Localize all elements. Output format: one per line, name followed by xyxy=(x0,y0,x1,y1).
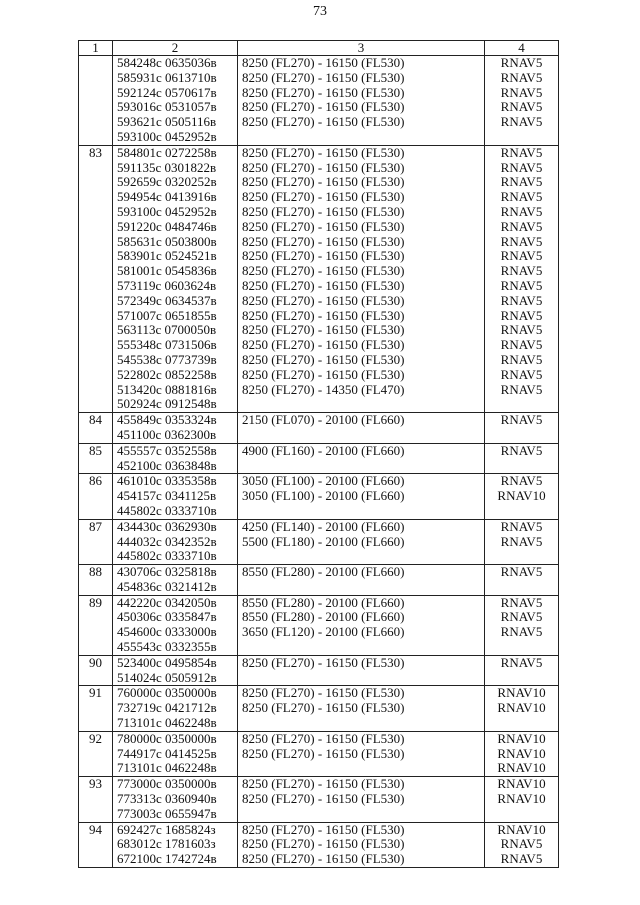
flight-level-range: 8250 (FL270) - 16150 (FL530) xyxy=(242,731,405,746)
table-row xyxy=(79,443,559,474)
column-header-2: 2 xyxy=(113,41,238,56)
flight-level-range: 8250 (FL270) - 16150 (FL530) xyxy=(242,367,405,382)
coordinate-pair: 461010с 0335358в xyxy=(117,474,217,489)
flight-level-range: 8250 (FL270) - 16150 (FL530) xyxy=(242,145,405,160)
route-number: 89 xyxy=(89,595,102,610)
coordinate-pair: 455543с 0332355в xyxy=(117,640,217,655)
coordinate-pair: 593016с 0531057в xyxy=(117,100,217,115)
navigation-spec: RNAV10 xyxy=(497,731,546,746)
flight-level-range: 8250 (FL270) - 16150 (FL530) xyxy=(242,777,405,792)
flight-level-range: 8250 (FL270) - 16150 (FL530) xyxy=(242,219,405,234)
navigation-spec: RNAV5 xyxy=(500,249,543,264)
flight-level-range: 4250 (FL140) - 20100 (FL660) xyxy=(242,519,405,534)
coordinate-pair: 773000с 0350000в xyxy=(117,777,217,792)
coordinates-cell xyxy=(113,822,238,867)
navigation-spec-cell xyxy=(485,443,559,474)
route-number: 84 xyxy=(89,413,102,428)
navigation-spec: RNAV5 xyxy=(500,70,543,85)
flight-level-range: 8250 (FL270) - 16150 (FL530) xyxy=(242,278,405,293)
coordinate-pair: 522802с 0852258в xyxy=(117,367,217,382)
coordinate-pair: 744917с 0414525в xyxy=(117,746,217,761)
coordinate-pair: 502924с 0912548в xyxy=(117,397,217,412)
flight-levels-cell xyxy=(238,519,485,564)
navigation-spec: RNAV5 xyxy=(500,474,543,489)
coordinate-pair: 434430с 0362930в xyxy=(117,519,217,534)
coordinate-pair: 732719с 0421712в xyxy=(117,701,217,716)
navigation-spec-cell xyxy=(485,145,559,412)
route-number: 91 xyxy=(89,686,102,701)
coordinate-pair: 773313с 0360940в xyxy=(117,792,217,807)
route-number: 93 xyxy=(89,777,102,792)
flight-level-range: 8250 (FL270) - 16150 (FL530) xyxy=(242,70,405,85)
flight-levels-cell xyxy=(238,474,485,519)
coordinate-pair: 591220с 0484746в xyxy=(117,219,217,234)
navigation-spec: RNAV10 xyxy=(497,777,546,792)
flight-levels-cell xyxy=(238,595,485,655)
navigation-spec: RNAV5 xyxy=(500,625,543,640)
flight-levels-cell xyxy=(238,56,485,146)
coordinate-pair: 455557с 0352558в xyxy=(117,443,217,458)
coordinate-pair: 672100с 1742724в xyxy=(117,852,217,867)
navigation-spec: RNAV5 xyxy=(500,595,543,610)
coordinate-pair: 514024с 0505912в xyxy=(117,670,217,685)
flight-levels-cell xyxy=(238,822,485,867)
flight-level-range: 3050 (FL100) - 20100 (FL660) xyxy=(242,474,405,489)
coordinate-pair: 584801с 0272258в xyxy=(117,145,217,160)
navigation-spec: RNAV5 xyxy=(500,100,543,115)
navigation-spec: RNAV5 xyxy=(500,264,543,279)
route-number-cell xyxy=(79,686,113,731)
coordinate-pair: 545538с 0773739в xyxy=(117,352,217,367)
coordinate-pair: 444032с 0342352в xyxy=(117,534,217,549)
coordinate-pair: 683012с 1781603з xyxy=(117,837,216,852)
coordinate-pair: 583901с 0524521в xyxy=(117,249,217,264)
airway-table xyxy=(78,40,559,868)
table-row xyxy=(79,413,559,444)
coordinate-pair: 513420с 0881816в xyxy=(117,382,217,397)
table-row xyxy=(79,655,559,686)
flight-level-range: 8250 (FL270) - 16150 (FL530) xyxy=(242,56,405,70)
table-row xyxy=(79,56,559,146)
flight-levels-cell xyxy=(238,686,485,731)
flight-level-range: 8250 (FL270) - 16150 (FL530) xyxy=(242,160,405,175)
navigation-spec: RNAV5 xyxy=(500,323,543,338)
flight-level-range: 8550 (FL280) - 20100 (FL660) xyxy=(242,610,405,625)
coordinates-cell xyxy=(113,443,238,474)
coordinates-cell xyxy=(113,145,238,412)
navigation-spec: RNAV5 xyxy=(500,610,543,625)
flight-level-range: 8250 (FL270) - 16150 (FL530) xyxy=(242,701,405,716)
navigation-spec: RNAV5 xyxy=(500,115,543,130)
coordinate-pair: 593100с 0452952в xyxy=(117,129,217,144)
flight-level-range: 8250 (FL270) - 16150 (FL530) xyxy=(242,100,405,115)
navigation-spec: RNAV5 xyxy=(500,160,543,175)
flight-level-range: 8250 (FL270) - 16150 (FL530) xyxy=(242,686,405,701)
coordinate-pair: 445802с 0333710в xyxy=(117,549,217,564)
flight-level-range: 8250 (FL270) - 16150 (FL530) xyxy=(242,308,405,323)
flight-level-range: 8250 (FL270) - 16150 (FL530) xyxy=(242,204,405,219)
flight-levels-cell xyxy=(238,655,485,686)
navigation-spec: RNAV5 xyxy=(500,534,543,549)
flight-level-range: 8250 (FL270) - 16150 (FL530) xyxy=(242,175,405,190)
coordinate-pair: 713101с 0462248в xyxy=(117,716,217,731)
flight-levels-cell xyxy=(238,777,485,822)
route-number: 87 xyxy=(89,519,102,534)
column-header-4: 4 xyxy=(485,41,559,56)
navigation-spec-cell xyxy=(485,413,559,444)
route-number: 92 xyxy=(89,731,102,746)
flight-level-range: 8250 (FL270) - 16150 (FL530) xyxy=(242,293,405,308)
table-row xyxy=(79,686,559,731)
coordinate-pair: 455849с 0353324в xyxy=(117,413,217,428)
route-number-cell xyxy=(79,731,113,776)
flight-level-range: 5500 (FL180) - 20100 (FL660) xyxy=(242,534,405,549)
flight-level-range: 8250 (FL270) - 16150 (FL530) xyxy=(242,746,405,761)
route-number-cell xyxy=(79,655,113,686)
table-row xyxy=(79,822,559,867)
coordinate-pair: 592659с 0320252в xyxy=(117,175,217,190)
navigation-spec: RNAV5 xyxy=(500,190,543,205)
route-number-cell xyxy=(79,519,113,564)
navigation-spec: RNAV5 xyxy=(500,278,543,293)
flight-level-range: 8250 (FL270) - 16150 (FL530) xyxy=(242,323,405,338)
navigation-spec-cell xyxy=(485,777,559,822)
navigation-spec: RNAV5 xyxy=(500,837,543,852)
coordinate-pair: 773003с 0655947в xyxy=(117,806,217,821)
route-number-cell xyxy=(79,822,113,867)
route-number-cell xyxy=(79,777,113,822)
navigation-spec: RNAV5 xyxy=(500,852,543,867)
coordinates-cell xyxy=(113,686,238,731)
flight-level-range: 8250 (FL270) - 14350 (FL470) xyxy=(242,382,405,397)
coordinate-pair: 571007с 0651855в xyxy=(117,308,217,323)
table-row xyxy=(79,474,559,519)
flight-level-range: 8250 (FL270) - 16150 (FL530) xyxy=(242,85,405,100)
navigation-spec: RNAV10 xyxy=(497,746,546,761)
navigation-spec: RNAV10 xyxy=(497,761,546,776)
navigation-spec: RNAV5 xyxy=(500,413,543,428)
navigation-spec-cell xyxy=(485,686,559,731)
coordinates-cell xyxy=(113,655,238,686)
navigation-spec: RNAV10 xyxy=(497,701,546,716)
flight-levels-cell xyxy=(238,443,485,474)
navigation-spec-cell xyxy=(485,731,559,776)
navigation-spec: RNAV5 xyxy=(500,293,543,308)
coordinates-cell xyxy=(113,565,238,596)
coordinate-pair: 585931с 0613710в xyxy=(117,70,217,85)
route-number-cell xyxy=(79,443,113,474)
route-number: 94 xyxy=(89,822,102,837)
coordinates-cell xyxy=(113,413,238,444)
coordinate-pair: 442220с 0342050в xyxy=(117,595,217,610)
navigation-spec-cell xyxy=(485,655,559,686)
table-header-row xyxy=(79,41,559,56)
route-number-cell xyxy=(79,145,113,412)
coordinate-pair: 430706с 0325818в xyxy=(117,565,217,580)
coordinates-cell xyxy=(113,777,238,822)
flight-level-range: 8550 (FL280) - 20100 (FL660) xyxy=(242,595,405,610)
navigation-spec: RNAV10 xyxy=(497,489,546,504)
coordinate-pair: 591135с 0301822в xyxy=(117,160,217,175)
coordinates-cell xyxy=(113,731,238,776)
coordinate-pair: 594954с 0413916в xyxy=(117,190,217,205)
flight-level-range: 8250 (FL270) - 16150 (FL530) xyxy=(242,338,405,353)
navigation-spec: RNAV5 xyxy=(500,204,543,219)
table-body xyxy=(79,56,559,868)
navigation-spec-cell xyxy=(485,56,559,146)
route-number: 86 xyxy=(89,474,102,489)
navigation-spec: RNAV10 xyxy=(497,792,546,807)
coordinate-pair: 454600с 0333000в xyxy=(117,625,217,640)
coordinate-pair: 572349с 0634537в xyxy=(117,293,217,308)
route-number: 85 xyxy=(89,443,102,458)
coordinate-pair: 581001с 0545836в xyxy=(117,264,217,279)
coordinate-pair: 760000с 0350000в xyxy=(117,686,217,701)
coordinate-pair: 584248с 0635036в xyxy=(117,56,217,70)
coordinate-pair: 563113с 0700050в xyxy=(117,323,217,338)
table-row xyxy=(79,565,559,596)
navigation-spec: RNAV5 xyxy=(500,338,543,353)
flight-levels-cell xyxy=(238,145,485,412)
navigation-spec: RNAV5 xyxy=(500,56,543,70)
column-header-1: 1 xyxy=(79,41,113,56)
navigation-spec: RNAV5 xyxy=(500,367,543,382)
coordinate-pair: 692427с 1685824з xyxy=(117,822,216,837)
coordinate-pair: 593621с 0505116в xyxy=(117,115,217,130)
flight-level-range: 8250 (FL270) - 16150 (FL530) xyxy=(242,837,405,852)
flight-level-range: 8250 (FL270) - 16150 (FL530) xyxy=(242,234,405,249)
coordinate-pair: 445802с 0333710в xyxy=(117,503,217,518)
navigation-spec-cell xyxy=(485,474,559,519)
coordinate-pair: 450306с 0335847в xyxy=(117,610,217,625)
coordinate-pair: 713101с 0462248в xyxy=(117,761,217,776)
route-number-cell xyxy=(79,595,113,655)
navigation-spec: RNAV5 xyxy=(500,382,543,397)
route-number: 90 xyxy=(89,655,102,670)
navigation-spec-cell xyxy=(485,822,559,867)
route-number-cell xyxy=(79,413,113,444)
table-row xyxy=(79,145,559,412)
flight-levels-cell xyxy=(238,565,485,596)
navigation-spec: RNAV5 xyxy=(500,655,543,670)
coordinates-cell xyxy=(113,519,238,564)
table-row xyxy=(79,777,559,822)
navigation-spec-cell xyxy=(485,519,559,564)
route-number-cell xyxy=(79,474,113,519)
coordinate-pair: 780000с 0350000в xyxy=(117,731,217,746)
navigation-spec: RNAV5 xyxy=(500,308,543,323)
route-number-cell xyxy=(79,565,113,596)
route-number-cell xyxy=(79,56,113,146)
coordinate-pair: 452100с 0363848в xyxy=(117,458,217,473)
coordinate-pair: 451100с 0362300в xyxy=(117,427,217,442)
navigation-spec: RNAV10 xyxy=(497,822,546,837)
navigation-spec: RNAV5 xyxy=(500,519,543,534)
navigation-spec: RNAV5 xyxy=(500,443,543,458)
coordinate-pair: 585631с 0503800в xyxy=(117,234,217,249)
coordinate-pair: 454157с 0341125в xyxy=(117,489,217,504)
flight-level-range: 2150 (FL070) - 20100 (FL660) xyxy=(242,413,405,428)
coordinates-cell xyxy=(113,474,238,519)
flight-level-range: 8250 (FL270) - 16150 (FL530) xyxy=(242,249,405,264)
navigation-spec: RNAV5 xyxy=(500,175,543,190)
flight-levels-cell xyxy=(238,731,485,776)
table-row xyxy=(79,519,559,564)
navigation-spec: RNAV5 xyxy=(500,145,543,160)
flight-level-range: 8250 (FL270) - 16150 (FL530) xyxy=(242,822,405,837)
flight-level-range: 8250 (FL270) - 16150 (FL530) xyxy=(242,115,405,130)
flight-level-range: 8250 (FL270) - 16150 (FL530) xyxy=(242,264,405,279)
navigation-spec: RNAV5 xyxy=(500,565,543,580)
route-number: 88 xyxy=(89,565,102,580)
flight-level-range: 8250 (FL270) - 16150 (FL530) xyxy=(242,352,405,367)
navigation-spec: RNAV5 xyxy=(500,85,543,100)
coordinate-pair: 592124с 0570617в xyxy=(117,85,217,100)
navigation-spec: RNAV10 xyxy=(497,686,546,701)
flight-level-range: 8250 (FL270) - 16150 (FL530) xyxy=(242,792,405,807)
flight-level-range: 3650 (FL120) - 20100 (FL660) xyxy=(242,625,405,640)
coordinates-cell xyxy=(113,56,238,146)
page-number: 73 xyxy=(313,4,327,19)
table-row xyxy=(79,595,559,655)
coordinate-pair: 573119с 0603624в xyxy=(117,278,217,293)
coordinate-pair: 454836с 0321412в xyxy=(117,579,217,594)
flight-level-range: 3050 (FL100) - 20100 (FL660) xyxy=(242,489,405,504)
table-row xyxy=(79,731,559,776)
coordinate-pair: 555348с 0731506в xyxy=(117,338,217,353)
column-header-3: 3 xyxy=(238,41,485,56)
route-number: 83 xyxy=(89,145,102,160)
flight-level-range: 4900 (FL160) - 20100 (FL660) xyxy=(242,443,405,458)
navigation-spec: RNAV5 xyxy=(500,219,543,234)
navigation-spec: RNAV5 xyxy=(500,234,543,249)
navigation-spec-cell xyxy=(485,595,559,655)
coordinates-cell xyxy=(113,595,238,655)
flight-level-range: 8250 (FL270) - 16150 (FL530) xyxy=(242,852,405,867)
navigation-spec: RNAV5 xyxy=(500,352,543,367)
coordinate-pair: 593100с 0452952в xyxy=(117,204,217,219)
flight-level-range: 8250 (FL270) - 16150 (FL530) xyxy=(242,190,405,205)
flight-level-range: 8550 (FL280) - 20100 (FL660) xyxy=(242,565,405,580)
navigation-spec-cell xyxy=(485,565,559,596)
flight-levels-cell xyxy=(238,413,485,444)
flight-level-range: 8250 (FL270) - 16150 (FL530) xyxy=(242,655,405,670)
coordinate-pair: 523400с 0495854в xyxy=(117,655,217,670)
